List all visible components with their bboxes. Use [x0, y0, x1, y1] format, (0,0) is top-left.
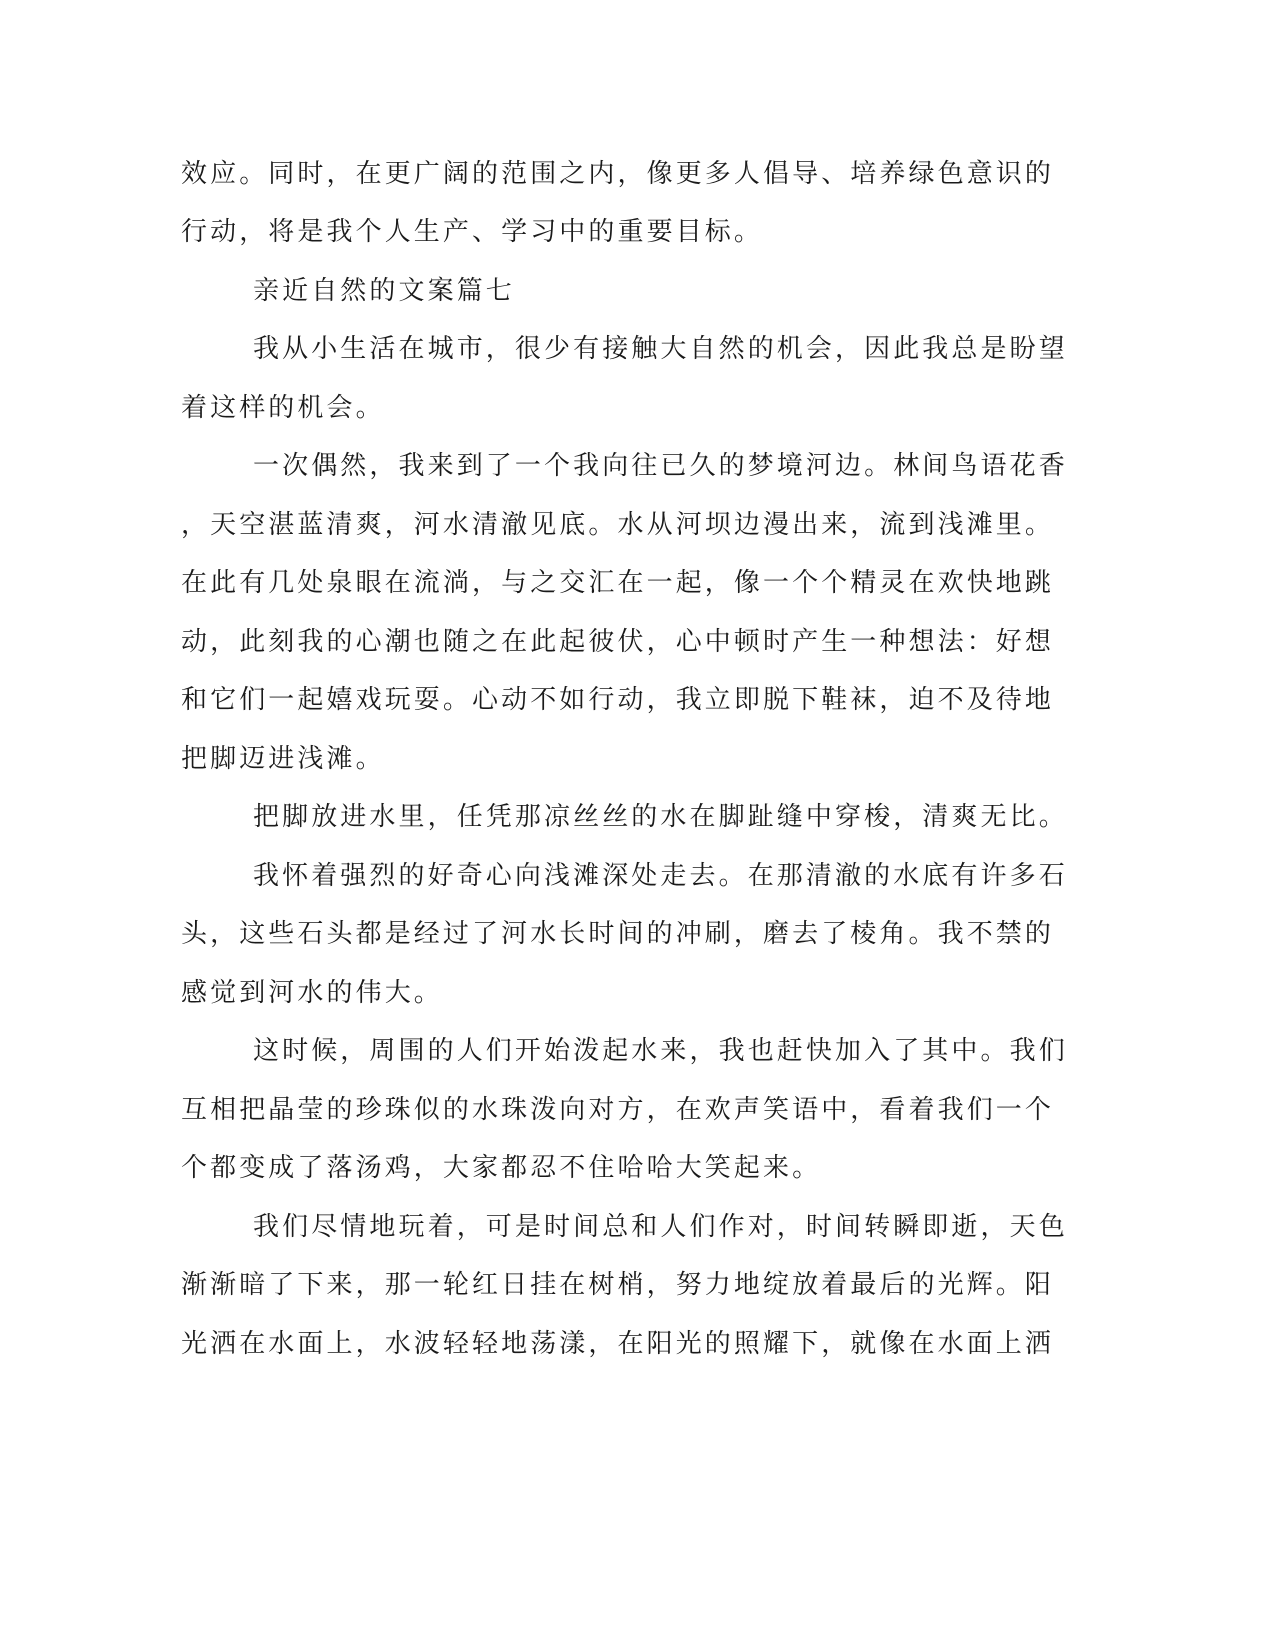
text-line: 着这样的机会。: [181, 393, 385, 423]
text-line: 光洒在水面上，水波轻轻地荡漾，在阳光的照耀下，就像在水面上洒: [181, 1329, 1055, 1359]
paragraph-first-line: 我怀着强烈的好奇心向浅滩深处走去。在那清澈的水底有许多石: [253, 861, 1068, 891]
paragraph-first-line: 把脚放进水里，任凭那凉丝丝的水在脚趾缝中穿梭，清爽无比。: [253, 802, 1068, 832]
text-line: 个都变成了落汤鸡，大家都忍不住哈哈大笑起来。: [181, 1153, 822, 1183]
text-line: 在此有几处泉眼在流淌，与之交汇在一起，像一个个精灵在欢快地跳: [181, 568, 1055, 598]
text-line: 行动，将是我个人生产、学习中的重要目标。: [181, 217, 764, 247]
text-line: 互相把晶莹的珍珠似的水珠泼向对方，在欢声笑语中，看着我们一个: [181, 1095, 1055, 1125]
paragraph-first-line: 这时候，周围的人们开始泼起水来，我也赶快加入了其中。我们: [253, 1036, 1068, 1066]
text-line: 和它们一起嬉戏玩耍。心动不如行动，我立即脱下鞋袜，迫不及待地: [181, 685, 1055, 715]
text-line: 动，此刻我的心潮也随之在此起彼伏，心中顿时产生一种想法：好想: [181, 627, 1055, 657]
paragraph-first-line: 我们尽情地玩着，可是时间总和人们作对，时间转瞬即逝，天色: [253, 1212, 1068, 1242]
paragraph-first-line: 我从小生活在城市，很少有接触大自然的机会，因此我总是盼望: [253, 334, 1068, 364]
text-line: 效应。同时，在更广阔的范围之内，像更多人倡导、培养绿色意识的: [181, 159, 1055, 189]
text-line: 头，这些石头都是经过了河水长时间的冲刷，磨去了棱角。我不禁的: [181, 919, 1055, 949]
text-line: ，天空湛蓝清爽，河水清澈见底。水从河坝边漫出来，流到浅滩里。: [181, 510, 1055, 540]
text-line: 渐渐暗了下来，那一轮红日挂在树梢，努力地绽放着最后的光辉。阳: [181, 1270, 1055, 1300]
text-line: 把脚迈进浅滩。: [181, 744, 385, 774]
paragraph-first-line: 一次偶然，我来到了一个我向往已久的梦境河边。林间鸟语花香: [253, 451, 1068, 481]
section-heading: 亲近自然的文案篇七: [253, 276, 515, 306]
text-line: 感觉到河水的伟大。: [181, 978, 443, 1008]
